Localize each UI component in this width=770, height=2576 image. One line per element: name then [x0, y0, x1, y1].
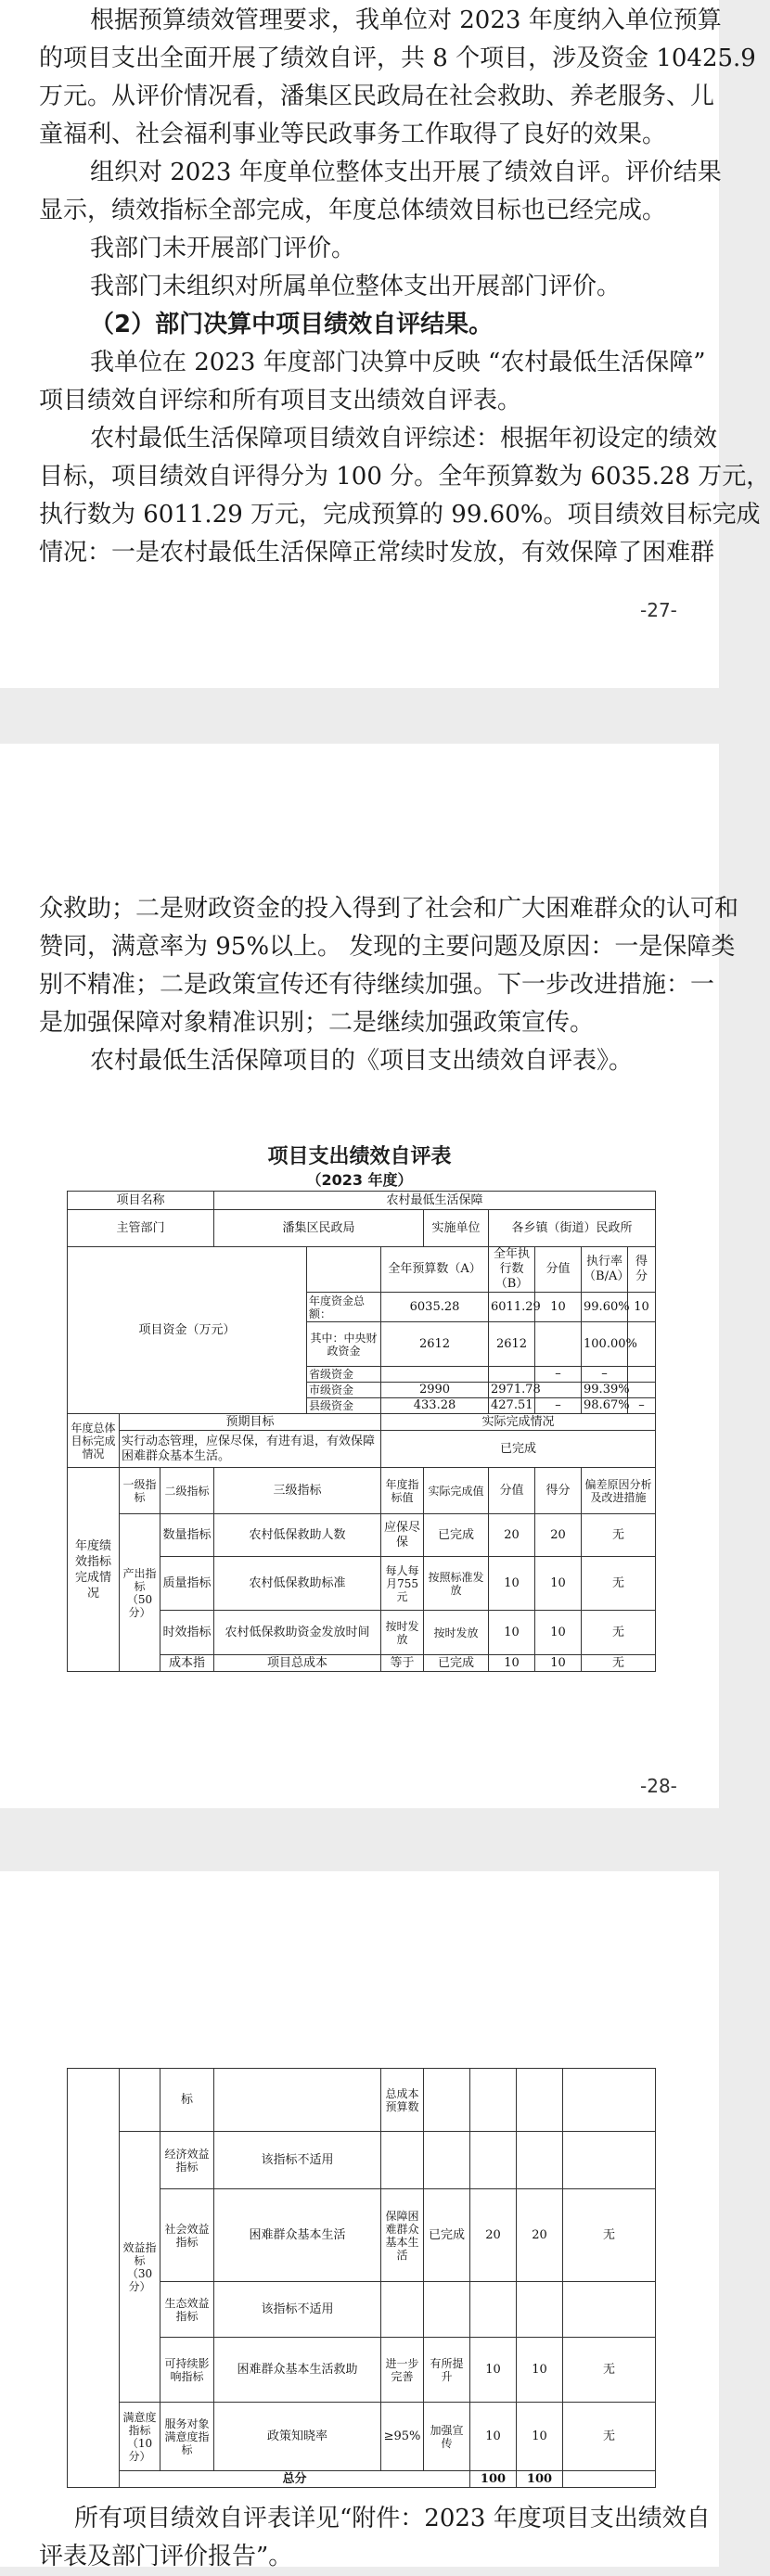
table-cell: 潘集区民政局 — [214, 1210, 424, 1247]
table-cell: 预期目标 — [120, 1414, 381, 1431]
table-cell: 100.00% — [582, 1322, 628, 1367]
table-cell: 保障困难群众基本生活 — [381, 2189, 424, 2282]
table-cell: 10 — [535, 1293, 582, 1322]
table-cell: 农村低保救助人数 — [214, 1514, 381, 1557]
table-cell: 主管部门 — [68, 1210, 214, 1247]
table-cell: 已完成 — [381, 1431, 656, 1468]
table-cell: 年度总体目标完成情况 — [68, 1414, 120, 1468]
table-cell: 加强宣传 — [424, 2403, 470, 2471]
text-line: 的项目支出全面开展了绩效自评，共 8 个项目，涉及资金 10425.9 — [39, 45, 756, 72]
table-cell: 10 — [628, 1293, 656, 1322]
table-cell: 偏差原因分析及改进措施 — [582, 1468, 656, 1514]
table-cell — [517, 2282, 563, 2338]
table-row — [68, 2069, 656, 2132]
table-cell: 无 — [582, 1655, 656, 1672]
table-cell: – — [535, 1367, 582, 1383]
text-line: 农村最低生活保障项目绩效自评综述：根据年初设定的绩效 — [90, 425, 718, 453]
table-cell — [68, 2069, 120, 2488]
text-line: 是加强保障对象精准识别；二是继续加强政策宣传。 — [39, 1009, 595, 1037]
table-cell: – — [535, 1398, 582, 1414]
table-cell: 农村低保救助资金发放时间 — [214, 1611, 381, 1655]
performance-table — [67, 1191, 656, 1672]
table-cell — [563, 2132, 656, 2189]
table-cell: 已完成 — [424, 1655, 489, 1672]
table-cell: 困难群众基本生活 — [214, 2189, 381, 2282]
text-line: 赞同，满意率为 95%以上。 发现的主要问题及原因：一是保障类 — [39, 933, 736, 961]
table-cell: – — [628, 1398, 656, 1414]
text-line: 项目绩效自评综和所有项目支出绩效自评表。 — [39, 387, 522, 414]
text-line: 显示，绩效指标全部完成，年度总体绩效目标也已经完成。 — [39, 197, 667, 224]
table-cell: 2612 — [489, 1322, 535, 1367]
table-cell: 省级资金 — [307, 1367, 381, 1383]
text-line: 所有项目绩效自评表详见“附件：2023 年度项目支出绩效自 — [74, 2505, 711, 2532]
table-title: 项目支出绩效自评表 — [267, 1145, 452, 1168]
table-cell: 成本指 — [160, 1655, 214, 1672]
table-cell: 产出指标（50分） — [120, 1514, 160, 1672]
table-cell — [563, 2471, 656, 2488]
table-cell: 满意度指标（10分） — [120, 2403, 160, 2471]
table-row — [68, 1468, 656, 1514]
table-cell: 二级指标 — [160, 1468, 214, 1514]
table-cell: 得分 — [535, 1468, 582, 1514]
table-cell: 分值 — [535, 1247, 582, 1293]
table-cell: 427.51 — [489, 1398, 535, 1414]
table-row — [68, 1414, 656, 1431]
table-cell — [381, 2132, 424, 2189]
table-row — [68, 1514, 656, 1557]
table-row — [68, 2471, 656, 2488]
table-cell — [424, 2282, 470, 2338]
table-cell: 无 — [563, 2338, 656, 2403]
table-cell: 政策知晓率 — [214, 2403, 381, 2471]
table-cell: 无 — [582, 1611, 656, 1655]
table-cell: 按时发放 — [424, 1611, 489, 1655]
table-cell — [535, 1383, 582, 1398]
table-cell: 10 — [470, 2338, 517, 2403]
table-cell: 年度绩效指标完成情况 — [68, 1468, 120, 1672]
text-line: 我单位在 2023 年度部门决算中反映 “农村最低生活保障” — [90, 349, 706, 376]
table-cell: 数量指标 — [160, 1514, 214, 1557]
table-cell — [517, 2069, 563, 2132]
table-cell: 10 — [535, 1655, 582, 1672]
table-cell: 困难群众基本生活救助 — [214, 2338, 381, 2403]
table-cell — [470, 2069, 517, 2132]
text-line: 农村最低生活保障项目的《项目支出绩效自评表》。 — [90, 1047, 634, 1075]
table-cell: 标 — [160, 2069, 214, 2132]
table-cell — [470, 2282, 517, 2338]
table-cell: 6035.28 — [381, 1293, 489, 1322]
table-cell: 无 — [563, 2403, 656, 2471]
text-line: 根据预算绩效管理要求，我单位对 2023 年度纳入单位预算 — [90, 6, 722, 34]
table-cell: 无 — [582, 1557, 656, 1611]
table-cell: 等于 — [381, 1655, 424, 1672]
table-cell: 社会效益指标 — [160, 2189, 214, 2282]
table-cell: 应保尽保 — [381, 1514, 424, 1557]
table-cell: 农村最低生活保障 — [214, 1192, 656, 1210]
table-cell: 质量指标 — [160, 1557, 214, 1611]
table-cell: 6011.29 — [489, 1293, 535, 1322]
table-cell: 已完成 — [424, 1514, 489, 1557]
table-cell: 项目资金（万元） — [68, 1247, 307, 1414]
table-cell: 各乡镇（街道）民政所 — [489, 1210, 656, 1247]
table-cell: 一级指标 — [120, 1468, 160, 1514]
table-cell: 实行动态管理，应保尽保，有进有退，有效保障困难群众基本生活。 — [120, 1431, 381, 1468]
table-cell: 10 — [489, 1655, 535, 1672]
table-cell: 20 — [489, 1514, 535, 1557]
table-subtitle: （2023 年度） — [306, 1171, 413, 1189]
text-line: 情况：一是农村最低生活保障正常续时发放，有效保障了困难群 — [39, 539, 715, 567]
table-cell — [563, 2069, 656, 2132]
table-cell: 10 — [489, 1611, 535, 1655]
table-cell: 2990 — [381, 1383, 489, 1398]
table-cell: 100 — [470, 2471, 517, 2488]
table-cell: 20 — [535, 1514, 582, 1557]
text-line: 评表及部门评价报告”。 — [39, 2543, 293, 2570]
table-cell: 无 — [582, 1514, 656, 1557]
table-cell: 10 — [517, 2338, 563, 2403]
section-heading: （2）部门决算中项目绩效自评结果。 — [90, 311, 494, 338]
table-cell: 10 — [517, 2403, 563, 2471]
table-cell — [120, 2069, 160, 2132]
table-cell: 可持续影响指标 — [160, 2338, 214, 2403]
table-cell: 实际完成情况 — [381, 1414, 656, 1431]
table-row — [68, 1247, 656, 1293]
text-line: 我部门未组织对所属单位整体支出开展部门评价。 — [90, 273, 622, 300]
table-cell: 全年预算数（A） — [381, 1247, 489, 1293]
table-cell: 98.67% — [582, 1398, 628, 1414]
table-cell: 农村低保救助标准 — [214, 1557, 381, 1611]
table-cell: 得分 — [628, 1247, 656, 1293]
text-line: 目标，项目绩效自评得分为 100 分。全年预算数为 6035.28 万元， — [39, 463, 770, 491]
text-line: 众救助；二是财政资金的投入得到了社会和广大困难群众的认可和 — [39, 895, 739, 923]
table-cell: 10 — [489, 1557, 535, 1611]
table-cell: 10 — [535, 1557, 582, 1611]
table-cell — [628, 1367, 656, 1383]
text-line: 万元。从评价情况看，潘集区民政局在社会救助、养老服务、儿 — [39, 83, 715, 110]
table-cell: 经济效益指标 — [160, 2132, 214, 2189]
table-cell: 执行率（B/A） — [582, 1247, 628, 1293]
table-cell: 项目总成本 — [214, 1655, 381, 1672]
table-cell — [470, 2132, 517, 2189]
text-line: 组织对 2023 年度单位整体支出开展了绩效自评。评价结果 — [90, 159, 722, 186]
table-row — [68, 2403, 656, 2471]
page-number: -28- — [640, 1775, 677, 1797]
table-cell: 分值 — [489, 1468, 535, 1514]
table-row — [68, 2132, 656, 2189]
table-cell: 时效指标 — [160, 1611, 214, 1655]
table-cell — [535, 1322, 582, 1367]
table-cell: 总成本预算数 — [381, 2069, 424, 2132]
table-cell: 服务对象满意度指标 — [160, 2403, 214, 2471]
table-cell: 该指标不适用 — [214, 2282, 381, 2338]
table-cell: 县级资金 — [307, 1398, 381, 1414]
text-line: 童福利、社会福利事业等民政事务工作取得了良好的效果。 — [39, 121, 667, 148]
table-cell: 每人每月755元 — [381, 1557, 424, 1611]
table-cell: 无 — [563, 2189, 656, 2282]
table-cell: 10 — [535, 1611, 582, 1655]
table-cell: 20 — [470, 2189, 517, 2282]
table-cell: 实施单位 — [424, 1210, 489, 1247]
table-cell: 进一步完善 — [381, 2338, 424, 2403]
table-cell: 效益指标（30分） — [120, 2132, 160, 2403]
table-cell: 20 — [517, 2189, 563, 2282]
table-cell: 99.39% — [582, 1383, 628, 1398]
table-cell — [424, 2069, 470, 2132]
table-cell — [381, 2282, 424, 2338]
table-cell: 2612 — [381, 1322, 489, 1367]
table-cell — [517, 2132, 563, 2189]
table-cell: 项目名称 — [68, 1192, 214, 1210]
table-cell — [628, 1383, 656, 1398]
table-cell: 该指标不适用 — [214, 2132, 381, 2189]
text-line: 别不精准；二是政策宣传还有待继续加强。下一步改进措施：一 — [39, 971, 715, 999]
table-cell: 按照标准发放 — [424, 1557, 489, 1611]
table-cell: 实际完成值 — [424, 1468, 489, 1514]
table-cell: 有所提升 — [424, 2338, 470, 2403]
table-cell — [381, 1367, 489, 1383]
table-cell: 生态效益指标 — [160, 2282, 214, 2338]
table-cell: 年度资金总额： — [307, 1293, 381, 1322]
table-cell — [424, 2132, 470, 2189]
table-row — [68, 1210, 656, 1247]
table-cell: 10 — [470, 2403, 517, 2471]
table-cell — [563, 2282, 656, 2338]
table-cell: 市级资金 — [307, 1383, 381, 1398]
table-cell — [214, 2069, 381, 2132]
table-cell: 年度指标值 — [381, 1468, 424, 1514]
table-cell: 总分 — [120, 2471, 470, 2488]
table-cell: 99.60% — [582, 1293, 628, 1322]
table-cell — [307, 1247, 381, 1293]
document-page-2 — [0, 744, 739, 1808]
table-cell — [489, 1367, 535, 1383]
table-cell: 三级指标 — [214, 1468, 381, 1514]
table-cell: 全年执行数（B） — [489, 1247, 535, 1293]
table-row — [68, 1431, 656, 1468]
table-cell: 100 — [517, 2471, 563, 2488]
table-cell: 433.28 — [381, 1398, 489, 1414]
table-cell: 按时发放 — [381, 1611, 424, 1655]
text-line: 我部门未开展部门评价。 — [90, 235, 356, 262]
table-row — [68, 1192, 656, 1210]
table-cell: 2971.78 — [489, 1383, 535, 1398]
document-page-3 — [0, 1871, 719, 2570]
table-cell: 已完成 — [424, 2189, 470, 2282]
text-line: 执行数为 6011.29 万元，完成预算的 99.60%。项目绩效目标完成 — [39, 501, 761, 529]
page-number: -27- — [640, 599, 677, 621]
performance-table-continued — [67, 2068, 656, 2488]
table-cell: 其中：中央财政资金 — [307, 1322, 381, 1367]
table-cell: ≥95% — [381, 2403, 424, 2471]
document-page-1 — [0, 0, 770, 688]
table-cell: – — [582, 1367, 628, 1383]
